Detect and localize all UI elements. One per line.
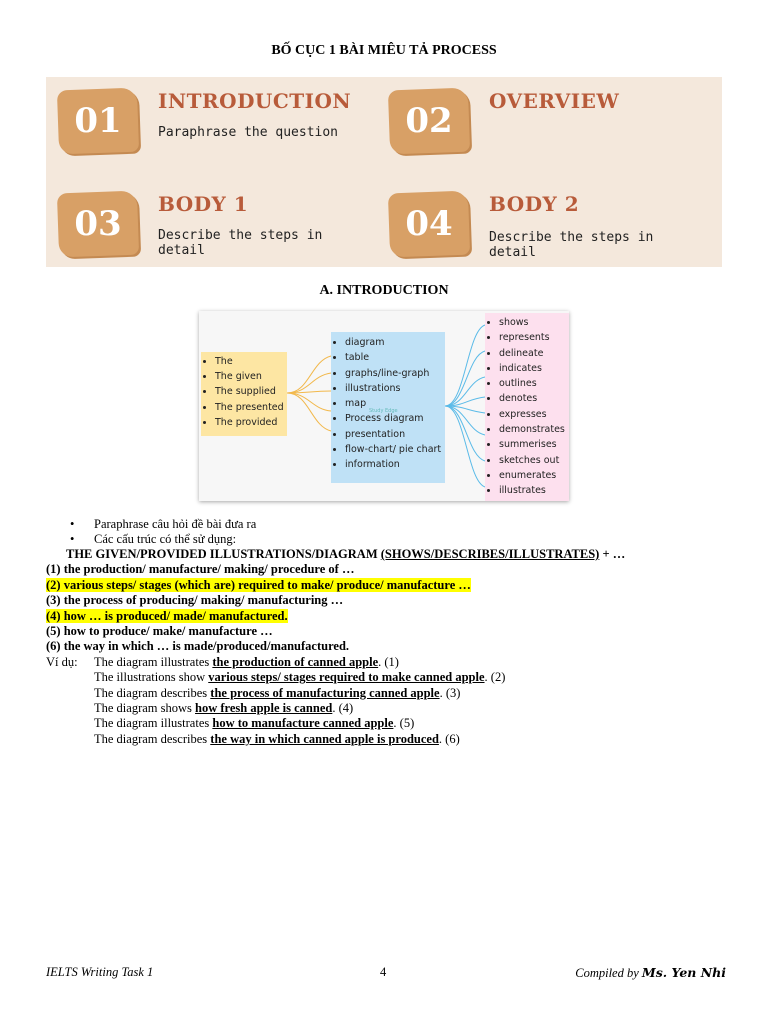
vocabulary-figure [199,311,569,501]
option-line: (1) the production/ manufacture/ making/ procedure of … [46,562,355,577]
list-item: • illustrates [499,483,569,498]
option-line: (5) how to produce/ make/ manufacture … [46,624,273,639]
list-item: • illustrations [345,381,445,396]
number-badge: 02 [388,88,470,155]
outline-banner [46,77,722,267]
option-line: (3) the process of producing/ making/ manufacturing … [46,593,344,608]
list-item: • information [345,457,445,472]
footer-credit: Compiled by Ms. Yen Nhi [575,965,726,980]
page-number: 4 [380,965,387,979]
cell-heading: BODY 2 [489,192,580,216]
option-line: (2) various steps/ stages (which are) required to make/ produce/ manufacture … [46,577,471,592]
list-item: • represents [499,330,569,345]
cell-heading: OVERVIEW [489,89,620,113]
example-line: The diagram describes the way in which canned apple is produced. (6) [94,731,460,746]
list-item: • map [345,396,445,411]
list-item: • presentation [345,427,445,442]
example-line: The illustrations show various steps/ stages required to make canned apple. (2) [94,670,506,685]
option-line: (4) how … is produced/ made/ manufactured. [46,608,288,623]
example-line: The diagram describes the process of manufacturing canned apple. (3) [94,685,461,700]
bullet-list: • Paraphrase câu hỏi đề bài đưa ra • Các cấu trúc có thể sử dụng: [70,517,257,546]
cell-description: Paraphrase the question [158,125,339,140]
verb-column [485,313,569,501]
list-item: • The presented [215,400,287,415]
list-item: • Process diagram [345,411,445,426]
intro-structures [46,547,726,747]
banner-cell-introduction [46,77,376,167]
cell-description: Describe the steps in detail [158,228,323,258]
author-name: Ms. Yen Nhi [641,965,726,980]
list-item: • table [345,350,445,365]
list-item: • summerises [499,437,569,452]
number-badge: 03 [57,191,139,258]
list-item: • The supplied [215,384,287,399]
list-item: • sketches out [499,453,569,468]
example-line: The diagram illustrates how to manufacture canned apple. (5) [94,716,415,731]
structure-line: THE GIVEN/PROVIDED ILLUSTRATIONS/DIAGRAM (SHOWS/DESCRIBES/ILLUSTRATES) + … [66,547,626,561]
list-item: • enumerates [499,468,569,483]
bullet-item: Các cấu trúc có thể sử dụng: [94,532,237,546]
cell-heading: BODY 1 [158,192,249,216]
cell-heading: INTRODUCTION [158,89,352,113]
list-item: • The given [215,369,287,384]
number-badge: 04 [388,191,470,258]
section-title: A. INTRODUCTION [319,283,449,298]
banner-cell-body-1 [46,180,376,270]
list-item: • indicates [499,361,569,376]
list-item: • delineate [499,346,569,361]
list-item: • expresses [499,407,569,422]
subject-column [201,352,287,436]
list-item: • outlines [499,376,569,391]
list-item: • diagram [345,335,445,350]
list-item: • denotes [499,391,569,406]
example-line: Ví dụ: The diagram illustrates the production of canned apple. (1) [46,654,399,669]
option-line: (6) the way in which … is made/produced/manufactured. [46,639,350,654]
list-item: • graphs/line-graph [345,366,445,381]
list-item: • The provided [215,415,287,430]
list-item: • demonstrates [499,422,569,437]
footer-course: IELTS Writing Task 1 [46,965,154,979]
list-item: • The [215,354,287,369]
example-line: The diagram shows how fresh apple is canned. (4) [94,701,354,716]
number-badge: 01 [57,88,139,155]
list-item: • flow-chart/ pie chart [345,442,445,457]
cell-description: Describe the steps in detail [489,230,654,260]
banner-cell-body-2 [377,180,707,270]
list-item: • shows [499,315,569,330]
watermark: Study Edge [369,408,398,414]
bullet-item: Paraphrase câu hỏi đề bài đưa ra [94,517,257,531]
banner-cell-overview [377,77,707,167]
page-title: BỐ CỤC 1 BÀI MIÊU TẢ PROCESS [271,43,497,58]
